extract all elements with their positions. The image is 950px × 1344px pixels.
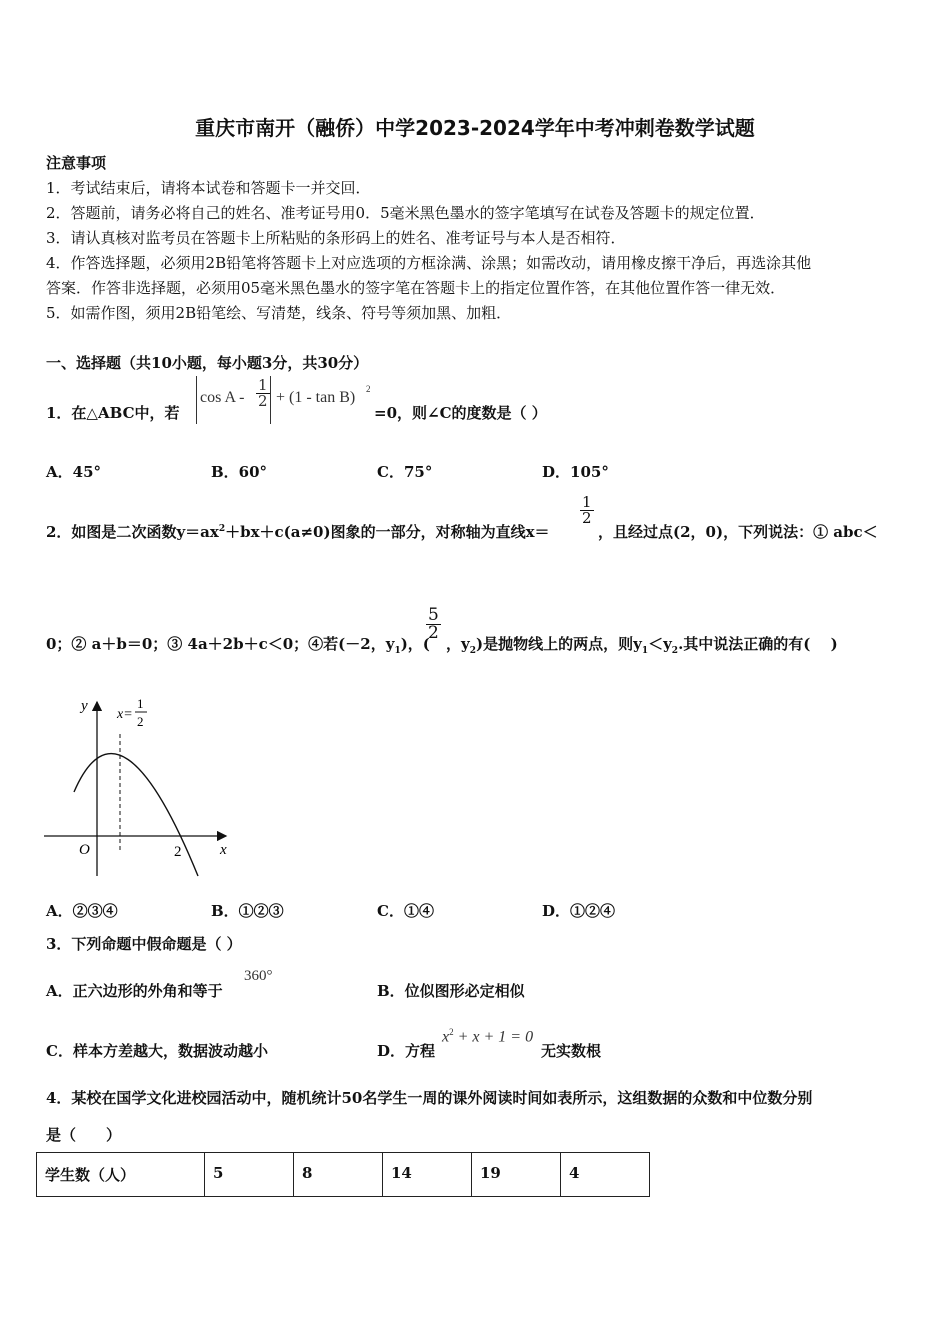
table-cell: 4 — [561, 1153, 650, 1197]
abs-bar-right — [270, 376, 271, 424]
notice-heading: 注意事项 — [46, 154, 107, 172]
table-cell: 学生数（人） — [37, 1153, 205, 1197]
q1-frac-den: 2 — [258, 392, 268, 410]
q2-line2-b — [446, 633, 838, 656]
y-axis-label: y — [81, 698, 88, 714]
q1-option-d: D．105° — [542, 463, 609, 481]
q2-frac2 — [426, 607, 441, 642]
reading-time-table — [36, 1152, 650, 1197]
page-title: 重庆市南开（融侨）中学2023-2024学年中考冲刺卷数学试题 — [195, 116, 755, 140]
axis-eq-den: 2 — [137, 714, 144, 729]
q2-line2-prefix: 0；② a＋b＝0；③ 4a＋2b＋c＜0；④若(－2，y — [46, 635, 395, 653]
q3-option-a: A．正六边形的外角和等于 — [46, 982, 223, 1000]
x-axis-label: x — [220, 842, 227, 858]
q2-line2-mid: )，( — [400, 635, 430, 653]
q1-frac — [256, 378, 270, 409]
q2-sub: 1 — [394, 646, 401, 656]
q2-line1 — [46, 521, 550, 542]
axis-eq-num: 1 — [137, 696, 144, 711]
q1-expr-left: cos A - — [200, 389, 245, 406]
abs-bar-left — [196, 376, 197, 424]
q2-frac1 — [580, 495, 594, 526]
q2-line2-mid2: ，y — [446, 635, 470, 653]
q4-line2: 是（ ） — [46, 1126, 122, 1144]
q2-frac2-den: 2 — [428, 623, 439, 643]
table-cell: 19 — [472, 1153, 561, 1197]
parabola-graph — [40, 690, 240, 880]
q3-option-d-suffix: 无实数根 — [541, 1042, 602, 1060]
q2-line2-mid3: )是抛物线上的两点，则y — [475, 635, 642, 653]
q1-prefix: 1．在△ABC中，若 — [46, 404, 180, 422]
q2-line2-suffix: .其中说法正确的有( ) — [678, 635, 838, 653]
q2-sup: 2 — [218, 524, 226, 534]
q4-line1: 4．某校在国学文化进校园活动中，随机统计50名学生一周的课外阅读时间如表所示，这组数据的众数和中位数分别 — [46, 1089, 813, 1107]
notice-item: 4．作答选择题，必须用2B铅笔将答题卡上对应选项的方框涂满、涂黑；如需改动，请用橡皮擦干净后，再选涂其他 — [46, 254, 812, 272]
notice-item: 答案．作答非选择题，必须用05毫米黑色墨水的签字笔在答题卡上的指定位置作答，在其他位置作答一律无效． — [46, 279, 786, 297]
q3-option-d-math — [442, 1027, 533, 1046]
q1-exponent: 2 — [366, 384, 371, 394]
q3-math-exp: 2 — [449, 1027, 454, 1037]
notice-item: 2．答题前，请务必将自己的姓名、准考证号用0．5毫米黑色墨水的签字笔填写在试卷及答题卡的规定位置． — [46, 204, 765, 222]
q3-option-b: B．位似图形必定相似 — [377, 982, 525, 1000]
q2-line1-suffix: ，且经过点(2，0)，下列说法：① abc＜ — [598, 523, 878, 541]
q3-math-rest: + x + 1 = 0 — [453, 1028, 534, 1046]
q3-option-c: C．样本方差越大，数据波动越小 — [46, 1042, 268, 1060]
q2-option-a: A．②③④ — [46, 902, 118, 920]
table-row — [37, 1153, 650, 1197]
q2-line1-prefix: 2．如图是二次函数y＝ax — [46, 523, 219, 541]
q2-line2-a — [46, 633, 430, 656]
q1-expr-right: + (1 - tan B) — [276, 389, 356, 406]
q2-sub: 2 — [469, 646, 476, 656]
notice-item: 1．考试结束后，请将本试卷和答题卡一并交回． — [46, 179, 371, 197]
q3-option-d-prefix: D．方程 — [377, 1042, 436, 1060]
q3-stem: 3．下列命题中假命题是（ ） — [46, 935, 242, 953]
notice-item: 3．请认真核对监考员在答题卡上所粘贴的条形码上的姓名、准考证号与本人是否相符． — [46, 229, 626, 247]
q2-line2-lt: ＜y — [648, 635, 672, 653]
notice-item: 5．如需作图，须用2B铅笔绘、写清楚，线条、符号等须加黑、加粗． — [46, 304, 512, 322]
origin-label: O — [79, 842, 90, 858]
q1-frac-num: 1 — [258, 376, 268, 394]
q2-option-c: C．①④ — [377, 902, 434, 920]
q3-math-x: x — [442, 1028, 450, 1046]
root-label: 2 — [174, 844, 182, 860]
q2-frac2-num: 5 — [428, 605, 439, 625]
q1-suffix: =0，则∠C的度数是（ ） — [374, 404, 547, 422]
q2-option-d: D．①②④ — [542, 902, 616, 920]
q2-option-b: B．①②③ — [211, 902, 284, 920]
q3-option-a-math: 360° — [244, 968, 273, 984]
q2-frac1-den: 2 — [582, 509, 592, 527]
table-cell: 14 — [383, 1153, 472, 1197]
table-cell: 8 — [294, 1153, 383, 1197]
q2-sub: 2 — [671, 646, 679, 656]
q2-frac1-num: 1 — [582, 493, 592, 511]
table-cell: 5 — [205, 1153, 294, 1197]
q1-option-c: C．75° — [377, 463, 433, 481]
q2-sub: 1 — [641, 646, 649, 656]
axis-eq-label: x= — [117, 707, 133, 722]
q1-option-a: A．45° — [46, 463, 102, 481]
q1-option-b: B．60° — [211, 463, 268, 481]
q2-line1-mid: ＋bx＋c(a≠0)图象的一部分，对称轴为直线x＝ — [225, 523, 550, 541]
section-heading: 一、选择题（共10小题，每小题3分，共30分） — [46, 354, 369, 372]
